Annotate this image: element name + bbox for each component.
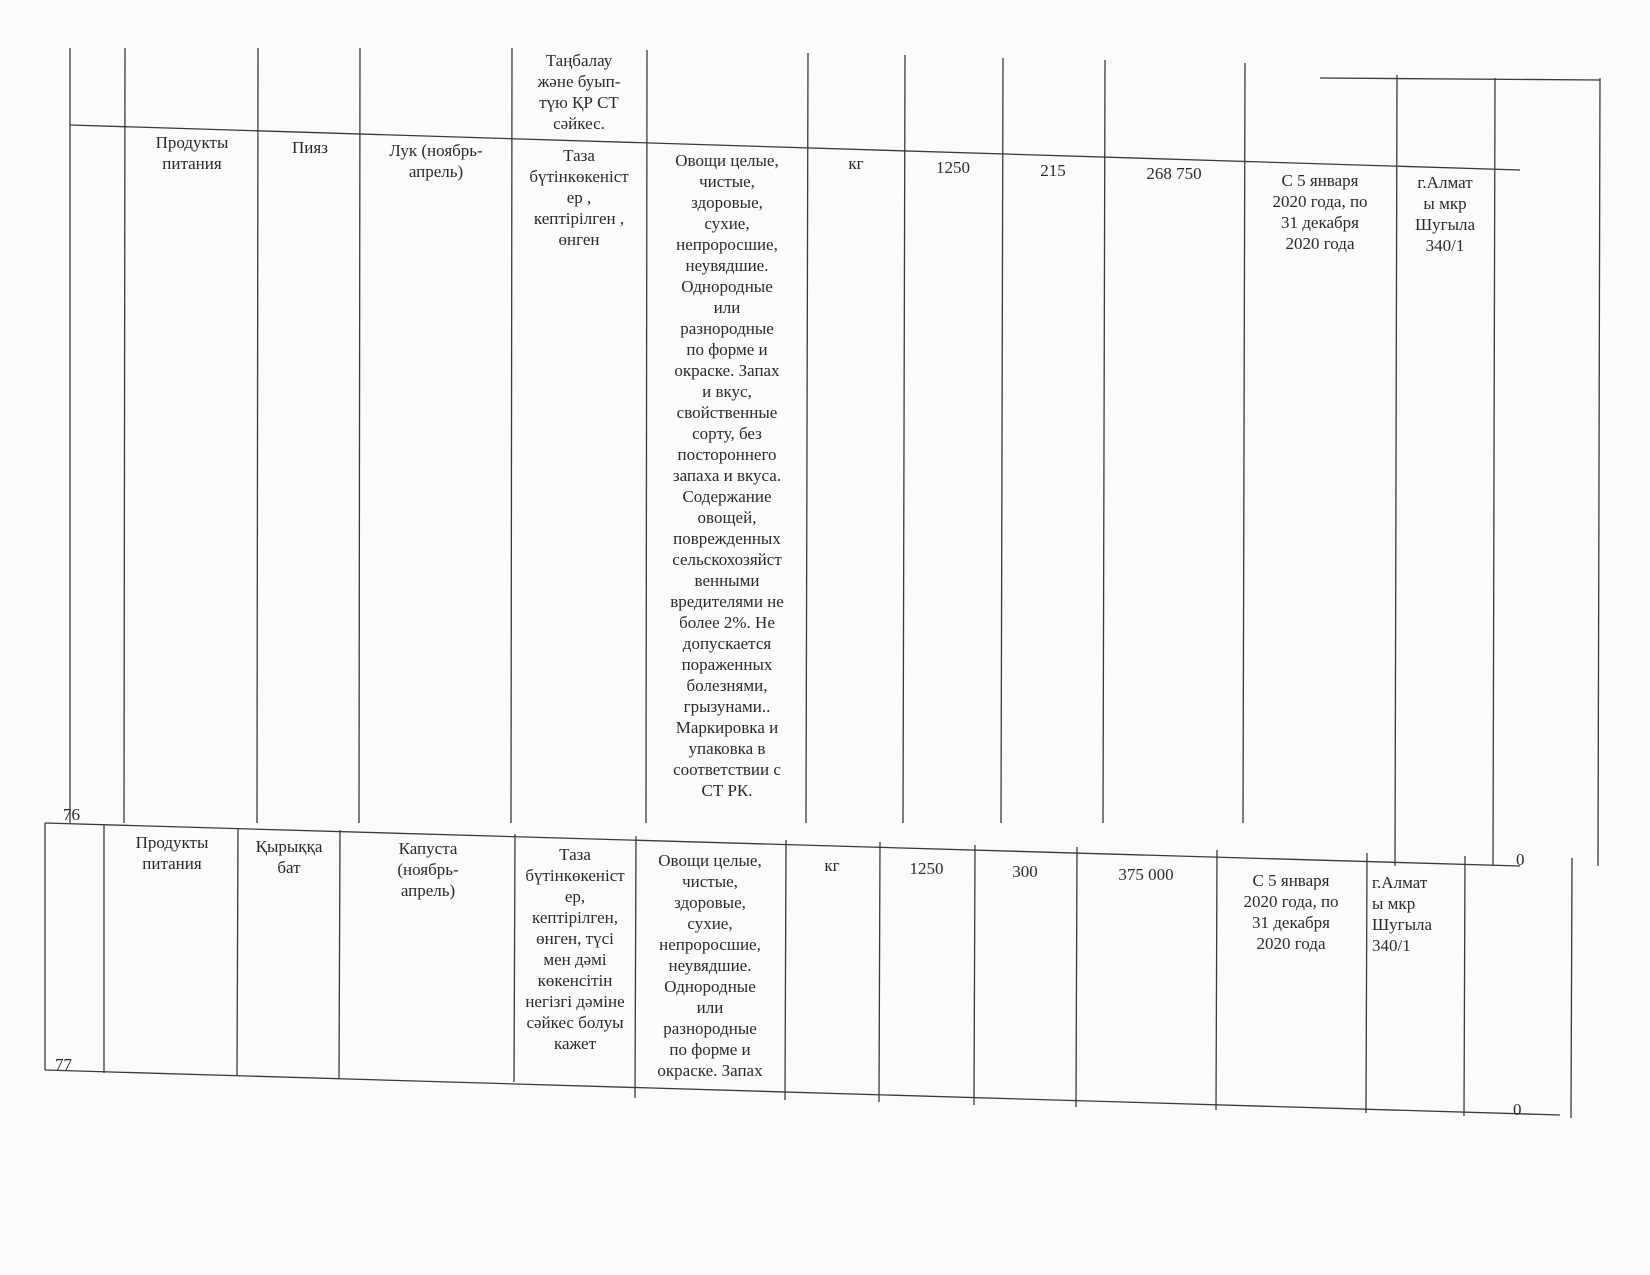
row-76-amount: 268 750: [1146, 164, 1202, 183]
row-77-number: 77: [55, 1055, 72, 1074]
row-77-spec-ru: Овощи целые, чистые, здоровые, сухие, непроросшие, неувядшие. Однородные или разнородные по форме и окраске. Запах: [657, 851, 763, 1080]
row-77-amount: 375 000: [1118, 865, 1174, 884]
row-77-quantity: 1250: [909, 859, 944, 878]
row-77-name-ru: Капуста (ноябрь- апрель): [397, 839, 459, 900]
row-77-unit: кг: [824, 856, 840, 875]
top-right-line: [1320, 78, 1600, 80]
row-77-delivery-period: С 5 января 2020 года, по 31 декабря 2020 года: [1243, 871, 1339, 953]
row-76-spec-ru: Овощи целые, чистые, здоровые, сухие, непроросшие, неувядшие. Однородные или разнородные по форме и окраске. Запах и вкус, свойственные сорту, без постороннего запаха и вкуса. Содержание овощей, поврежденных сельскохозяйст венными вредителями не более 2%. Не допускается пораженных болезнями, грызунами.. Маркировка и упаковка в соответствии с СТ РК.: [670, 151, 784, 800]
row-76-number: 76: [63, 805, 80, 824]
row-77-delivery-place: г.Алмат ы мкр Шугыла 340/1: [1372, 873, 1433, 955]
row-76-price: 215: [1040, 161, 1066, 180]
row-77-name-kz: Қырыққа бат: [255, 837, 323, 877]
row-76-name-kz: Пияз: [292, 138, 328, 157]
row-77-price: 300: [1012, 862, 1038, 881]
row-76-spec-kz: Таза бүтінкөкеніст ер , кептірілген , өнген: [529, 146, 629, 249]
row-77-spec-kz: Таза бүтінкөкеніст ер, кептірілген, өнген, түсі мен дәмі көкенсітін негізгі дәміне сәйкес болуы кажет: [525, 845, 625, 1053]
row-76-unit: кг: [848, 154, 864, 173]
row-77-category: Продукты питания: [135, 833, 209, 873]
row-76-delivery-place: г.Алмат ы мкр Шугыла 340/1: [1414, 173, 1476, 255]
row-76-name-ru: Лук (ноябрь- апрель): [389, 141, 483, 181]
row-76-category: Продукты питания: [155, 133, 229, 173]
row-76-last-col: 0: [1516, 850, 1525, 869]
row-76-delivery-period: С 5 января 2020 года, по 31 декабря 2020 года: [1272, 171, 1368, 253]
header-tech-spec-kz: Таңбалау және буып- түю ҚР СТ сәйкес.: [537, 51, 621, 133]
table-bottom-line: [45, 1070, 1560, 1115]
row-76-quantity: 1250: [936, 158, 970, 177]
row-77-last-col: 0: [1513, 1100, 1522, 1119]
